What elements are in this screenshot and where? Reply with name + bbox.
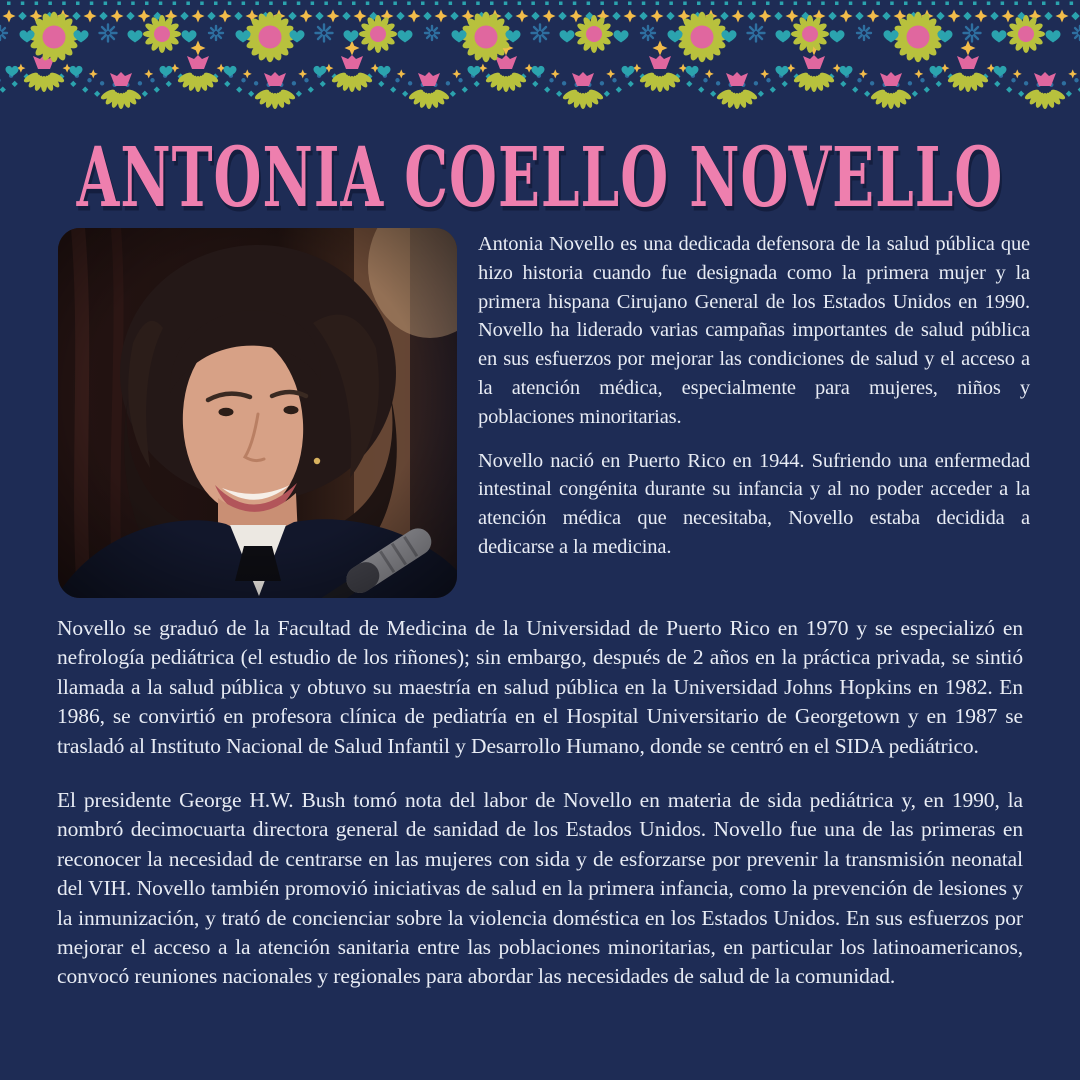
paragraph-education: Novello se graduó de la Facultad de Medicina de la Universidad de Puerto Rico en 1970 y se especializó en nefrología pediátrica (el estudio de los riñones); sin embargo, después de 2 años en la práctica privada, se sintió llamada a la salud pública y obtuvo su maestría en salud pública en la Universidad Johns Hopkins en 1982. En 1986, se convirtió en profesora clínica de pediatría en el Hospital Universitario de Georgetown y en 1987 se trasladó al Instituto Nacional de Salud Infantil y Desarrollo Humano, donde se centró en el SIDA pediátrico. [57, 616, 1023, 758]
papel-picado-garland-border [0, 0, 1080, 120]
portrait-photo-illustration [58, 228, 457, 598]
paragraph-legacy: El presidente George H.W. Bush tomó nota del labor de Novello en materia de sida pediátrica y, en 1990, la nombró decimocuarta directora general de sanidad de los Estados Unidos. Novello fue una de las primeras en reconocer la necesidad de centrarse en las mujeres con sida y de esforzarse por prevenir la transmisión neonatal del VIH. Novello también promovió iniciativas de salud en la primera infancia, como la prevención de lesiones y la inmunización, y trató de concienciar sobre la violencia doméstica en los Estados Unidos. En sus esfuerzos por mejorar el acceso a la atención sanitaria entre las poblaciones minoritarias, en particular los latinoamericanos, convocó reuniones nacionales y regionales para abordar las necesidades de salud de la comunidad. [57, 788, 1023, 989]
paragraph-intro: Antonia Novello es una dedicada defensora de la salud pública que hizo historia cuando fue designada como la primera mujer y la primera hispana Cirujano General de los Estados Unidos en 1990. Novello ha liderado varias campañas importantes de salud pública en sus esfuerzos por mejorar las condiciones de salud y el acceso a la atención médica, especialmente para mujeres, niños y poblaciones minoritarias. [478, 233, 1030, 428]
paragraph-origins: Novello nació en Puerto Rico en 1944. Sufriendo una enfermedad intestinal congénita durante su infancia y al no poder acceder a la atención médica que necesitaba, Novello estaba decidida a dedicarse a la medicina. [478, 449, 1030, 558]
portrait-photo [58, 228, 457, 598]
bio-column-right [478, 230, 1030, 562]
bio-column-bottom [57, 614, 1023, 992]
page-title: ANTONIA COELLO NOVELLO [76, 128, 1004, 226]
